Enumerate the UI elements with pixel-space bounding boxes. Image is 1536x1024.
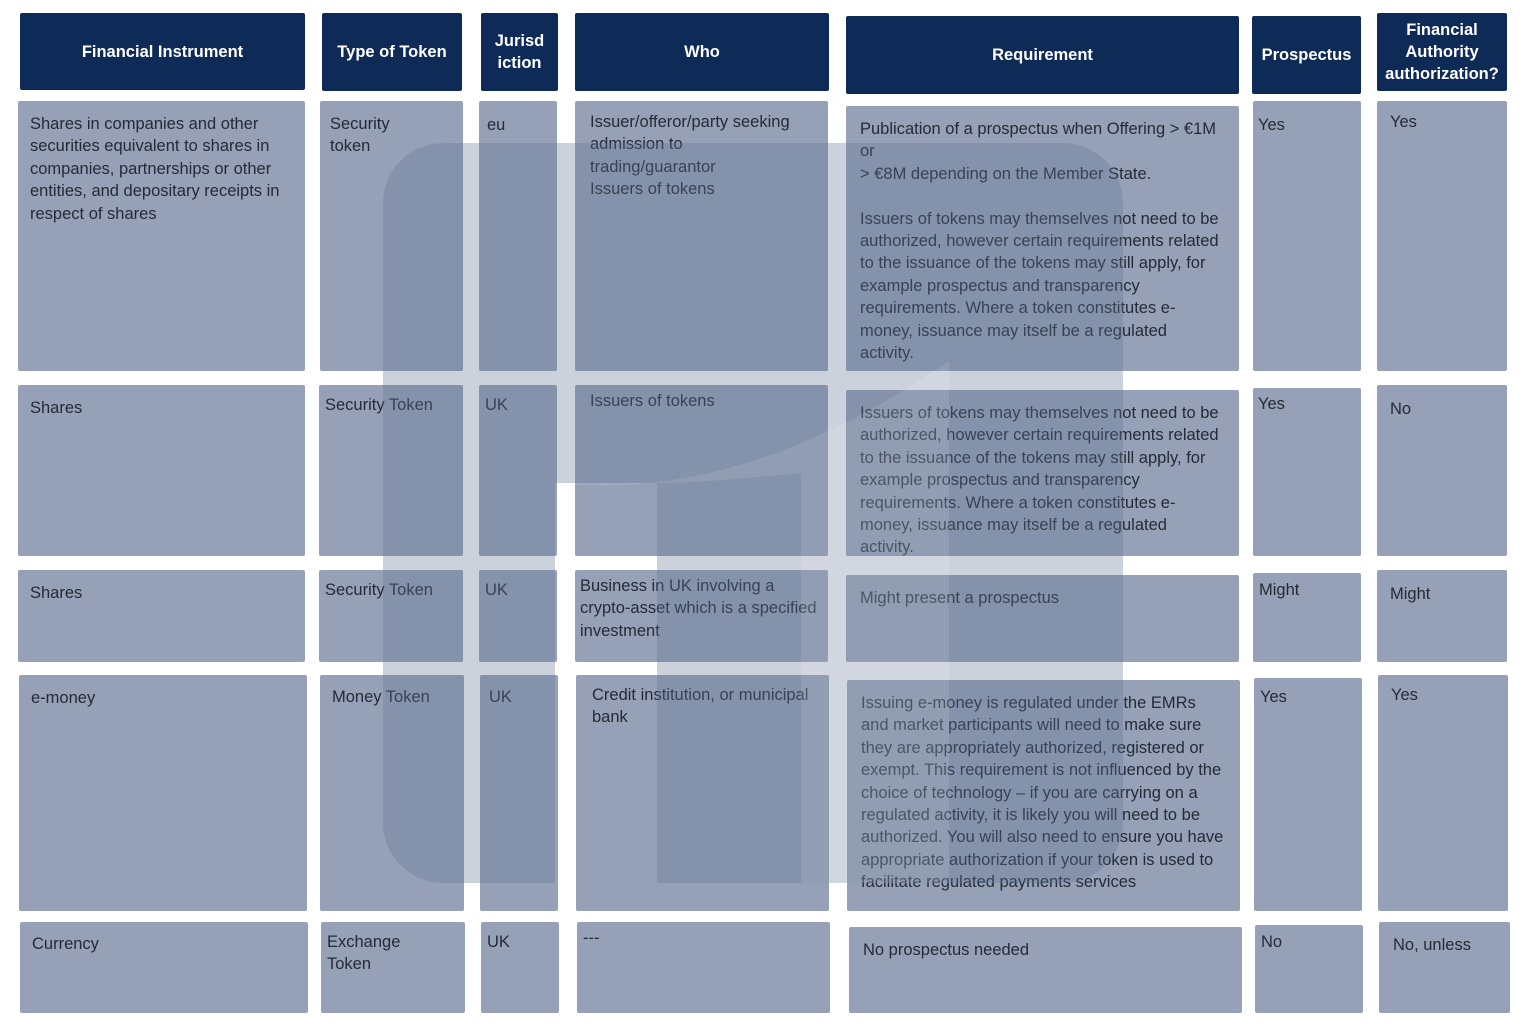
row5-prospectus: No: [1255, 925, 1363, 1013]
row4-token-type: Money Token: [320, 675, 464, 911]
row1-instrument: Shares in companies and other securities equivalent to shares in companies, partnerships or other entities, and depositary receipts in respect of shares: [18, 101, 305, 371]
row4-jurisdiction: UK: [480, 675, 558, 911]
row5-authorization: No, unless: [1379, 922, 1510, 1013]
header-who: Who: [575, 13, 829, 91]
row2-prospectus: Yes: [1253, 388, 1361, 556]
header-requirement: Requirement: [846, 16, 1239, 94]
row5-requirement: No prospectus needed: [849, 927, 1242, 1013]
row5-jurisdiction: UK: [481, 922, 559, 1013]
row4-prospectus: Yes: [1254, 678, 1362, 911]
row2-who: Issuers of tokens: [575, 385, 828, 556]
row3-jurisdiction: UK: [479, 570, 557, 662]
row1-prospectus: Yes: [1253, 101, 1361, 371]
row4-who: Credit institution, or municipal bank: [576, 675, 829, 911]
row4-instrument: e-money: [19, 675, 307, 911]
row1-token-type: Security token: [320, 101, 463, 371]
row2-requirement: Issuers of tokens may themselves not need to be authorized, however certain requirements related to the issuance of the tokens may still apply, for example prospectus and transparency requirements. Where a token constitutes e-money, issuance may itself be a regulated activity.: [846, 390, 1239, 556]
row5-instrument: Currency: [20, 922, 308, 1013]
row3-token-type: Security Token: [319, 570, 463, 662]
row4-authorization: Yes: [1378, 675, 1508, 911]
row3-who: Business in UK involving a crypto-asset which is a specified investment: [575, 570, 828, 662]
row3-authorization: Might: [1377, 570, 1507, 662]
row3-requirement: Might present a prospectus: [846, 575, 1239, 662]
header-authorization: Financial Authority authorization?: [1377, 13, 1507, 91]
row1-authorization: Yes: [1377, 101, 1507, 371]
row2-token-type: Security Token: [319, 385, 463, 556]
row4-requirement: Issuing e-money is regulated under the EMRs and market participants will need to make sure they are appropriately authorized, registered or exempt. This requirement is not influenced by the choice of technology – if you are carrying on a regulated activity, it is likely you will need to be authorized. You will also need to ensure you have appropriate authorization if your token is used to facilitate regulated payments services: [847, 680, 1240, 911]
row1-requirement: Publication of a prospectus when Offering > €1M or > €8M depending on the Member State. Issuers of tokens may themselves not need to be authorized, however certain requirements related to the issuance of the tokens may still apply, for example prospectus and transparency requirements. Where a token constitutes e-money, issuance may itself be a regulated activity.: [846, 106, 1239, 371]
row2-authorization: No: [1377, 385, 1507, 556]
header-prospectus: Prospectus: [1252, 16, 1361, 94]
row1-who: Issuer/offeror/party seeking admission to trading/guarantor Issuers of tokens: [575, 101, 828, 371]
header-financial-instrument: Financial Instrument: [20, 13, 305, 90]
header-jurisdiction: Jurisd iction: [481, 13, 558, 91]
row3-prospectus: Might: [1253, 573, 1361, 662]
row5-who: ---: [577, 922, 830, 1013]
row5-token-type: Exchange Token: [321, 922, 465, 1013]
row1-jurisdiction: eu: [479, 101, 557, 371]
header-type-of-token: Type of Token: [322, 13, 462, 91]
row2-jurisdiction: UK: [479, 385, 557, 556]
row2-instrument: Shares: [18, 385, 305, 556]
row3-instrument: Shares: [18, 570, 305, 662]
